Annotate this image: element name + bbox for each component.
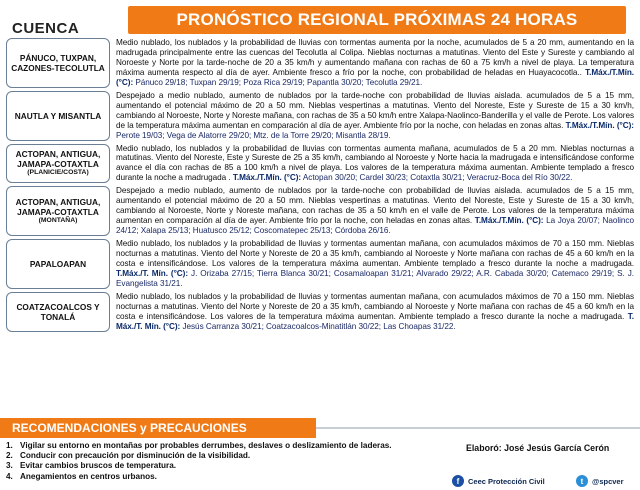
temp-values: Actopan 30/20; Cardel 30/23; Cotaxtla 30/21; Veracruz-Boca del Río 30/22. (302, 173, 573, 183)
temp-label: T.Máx./T. Mín. (°C): (116, 268, 189, 278)
item-text: Evitar cambios bruscos de temperatura. (20, 461, 177, 471)
temp-label: T.Máx./T.Mín. (°C): (565, 120, 634, 130)
forecast-text: Medio nublado, los nublados y la probabilidad de lluvias con tormentas aumenta por la noche, acumulados de 5 a 20 mm, aumentando en la madrugada principalmente entre las cuencas del Tecolutla al Colipa. Nieblas nocturnas a matutinas. Viento del Este y Sureste y cambiando al Noroeste y Norte por la tarde-noche de 20 a 35 km/h y aumentando mañana con rachas de 60 a 75 km/h a nivel de playa. La temperatura máxima aumenta respecto al día de ayer. Ambiente fresco a frío por la noche, con probabilidad de heladas en Huayacocotla.. (116, 38, 634, 77)
region-name: ACTOPAN, ANTIGUA, JAMAPA-COTAXTLA (15, 197, 101, 218)
region-forecast (116, 38, 634, 88)
region-forecast (116, 239, 634, 289)
temp-label: T.Máx./T.Mín. (°C): (116, 67, 634, 87)
forecast-text: Medio nublado, los nublados y la probabilidad de lluvias y tormentas aumentan mañana, con acumulados máximos de 70 a 150 mm. Nieblas nocturnas a matutinas. Viento del Norte y Noreste de 20 a 35 km/h, cambiando al Noroeste y Norte mañana con rachas de 45 a 60 km/h en la costa e intensificándose. Los valores de la temperatura máxima aumentan. Ambiente templado a fresco durante la noche a madrugada. (116, 239, 634, 269)
twitter-link[interactable] (576, 474, 624, 488)
region-name: PAPALOAPAN (29, 258, 87, 269)
recommendations-list (6, 441, 466, 482)
regions-list (6, 38, 634, 335)
page-title: PRONÓSTICO REGIONAL PRÓXIMAS 24 HORAS (128, 6, 626, 34)
list-item (6, 472, 466, 482)
temp-values: J. Orizaba 27/15; Tierra Blanca 30/21; Cosamaloapan 31/21; Alvarado 29/22; A.R. Cabada 30/20; Catemaco 29/19; S. J. Evangelista 31/21. (116, 268, 635, 288)
region-forecast (116, 144, 634, 184)
item-text: Conducir con precaución por disminución de la visibilidad. (20, 451, 251, 461)
region-name: COATZACOALCOS Y TONALÁ (16, 301, 100, 322)
region-name-box (6, 239, 110, 289)
list-item (6, 441, 466, 451)
region-name-box (6, 186, 110, 236)
region-name-box (6, 292, 110, 332)
temp-values: Jesús Carranza 30/21; Coatzacoalcos-Minatitlán 30/22; Las Choapas 31/22. (182, 321, 456, 331)
temp-label: T.Máx./T.Mín. (°C): (474, 216, 544, 226)
item-number: 2. (6, 451, 13, 461)
twitter-icon: t (576, 475, 588, 487)
region-name-box (6, 144, 110, 184)
item-number: 1. (6, 441, 13, 450)
region-name-box (6, 38, 110, 88)
temp-label: T.Máx./T.Mín. (°C): (232, 173, 302, 183)
recommendations-title: RECOMENDACIONES y PRECAUCIONES (0, 418, 316, 438)
facebook-handle: Ceec Protección Civil (468, 476, 545, 486)
item-text: Anegamientos en centros urbanos. (20, 471, 157, 481)
item-number: 4. (6, 471, 13, 481)
region-row (6, 292, 634, 332)
facebook-link[interactable] (452, 474, 545, 488)
divider (316, 427, 640, 429)
region-row (6, 144, 634, 184)
region-subtitle: (MONTAÑA) (38, 217, 78, 225)
region-row (6, 91, 634, 141)
header (0, 0, 640, 42)
region-row (6, 38, 634, 88)
forecast-text: Despejado a medio nublado, aumento de nublados por la tarde-noche con probabilidad de lluvias aislada. acumulados de 5 a 15 mm, aumentando el potencial máximo de 20 a 50 mm. Nieblas vespertinas a matutinas. Viento del Noreste, Este y Sureste de 15 a 30 km/h, cambiando al Noroeste, Norte y Noreste mañana, con rachas de 35 a 50 km/h entre Xalapa-Naolinco-Banderilla y el valle de Perote. Los valores de la temperatura máxima aumentan en comparación al día de ayer. Ambiente frío por la noche, con heladas en zonas altas. (116, 90, 634, 130)
forecast-text: Medio nublado, los nublados y la probabilidad de lluvias con tormentas aumenta mañana, acumulados de 5 a 20 mm. Nieblas nocturnas a matutinas. Viento del Noreste, Este y Sureste de 25 a 35 km/h, cambiando al Noroeste y Norte hacia la madrugada e intensificándose conforme avance el día con rachas de 85 a 100 km/h a nivel de playa. Los valores de la temperatura máxima aumentan. Ambiente templado a fresco durante la noche a madrugada . (116, 143, 634, 183)
region-subtitle: (PLANICIE/COSTA) (27, 169, 89, 177)
temp-values: La Joya 20/07; Naolinco 24/12; Xalapa 25/13; Huatusco 25/12; Coscomatepec 25/13; Córdoba 26/16. (116, 216, 634, 236)
temp-values: Perote 19/03; Vega de Alatorre 29/20; Mtz. de la Torre 29/20; Misantla 28/19. (116, 130, 391, 140)
item-text: Vigilar su entorno en montañas por probables derrumbes, deslaves o deslizamiento de laderas. (20, 441, 392, 450)
region-forecast (116, 292, 634, 332)
region-name: NAUTLA Y MISANTLA (14, 110, 102, 121)
region-name: PÁNUCO, TUXPAN, CAZONES-TECOLUTLA (11, 52, 105, 73)
facebook-icon: f (452, 475, 464, 487)
region-row (6, 186, 634, 236)
twitter-handle: @spcver (592, 476, 624, 486)
item-number: 3. (6, 461, 13, 471)
list-item (6, 461, 466, 471)
region-forecast (116, 91, 634, 141)
region-forecast (116, 186, 634, 236)
region-name-box (6, 91, 110, 141)
forecast-text: Despejado a medio nublado, aumento de nublados por la tarde-noche con probabilidad de lluvias aislada. acumulados de 5 a 15 mm, aumentando el potencial máximo de 20 a 50 mm. Nieblas vespertinas a matutinas. Viento del Noreste, Este y Sureste de 15 a 30 km/h, cambiando al Noroeste, Norte y Noreste mañana, con rachas de 35 a 50 km/h en el valle de Perote. Los valores de la temperatura máxima aumentan en comparación al día de ayer. Ambiente frío por la noche, con heladas en zonas altas. (116, 186, 634, 226)
temp-label: T. Máx./T. Mín. (°C): (116, 311, 635, 331)
basin-label: CUENCA (12, 20, 80, 37)
forecast-text: Medio nublado, los nublados y la probabilidad de lluvias y tormentas aumentan mañana, con acumulados máximos de 70 a 150 mm. Nieblas nocturnas a matutinas. Viento del Norte y Noreste de 20 a 35 km/h, cambiando al Noroeste y Norte mañana con rachas de 45 a 60 km/h en la costa e intensificándose. Los valores de la temperatura máxima aumentan. Ambiente templado a fresco durante la noche a madrugada. (116, 291, 634, 321)
author-credit: Elaboró: José Jesús García Cerón (466, 443, 610, 453)
region-row (6, 239, 634, 289)
region-name: ACTOPAN, ANTIGUA, JAMAPA-COTAXTLA (15, 149, 101, 170)
temp-values: Pánuco 29/18; Tuxpan 29/19; Poza Rica 29/19; Papantla 30/20; Tecolutla 29/21. (135, 77, 423, 87)
list-item (6, 451, 466, 461)
